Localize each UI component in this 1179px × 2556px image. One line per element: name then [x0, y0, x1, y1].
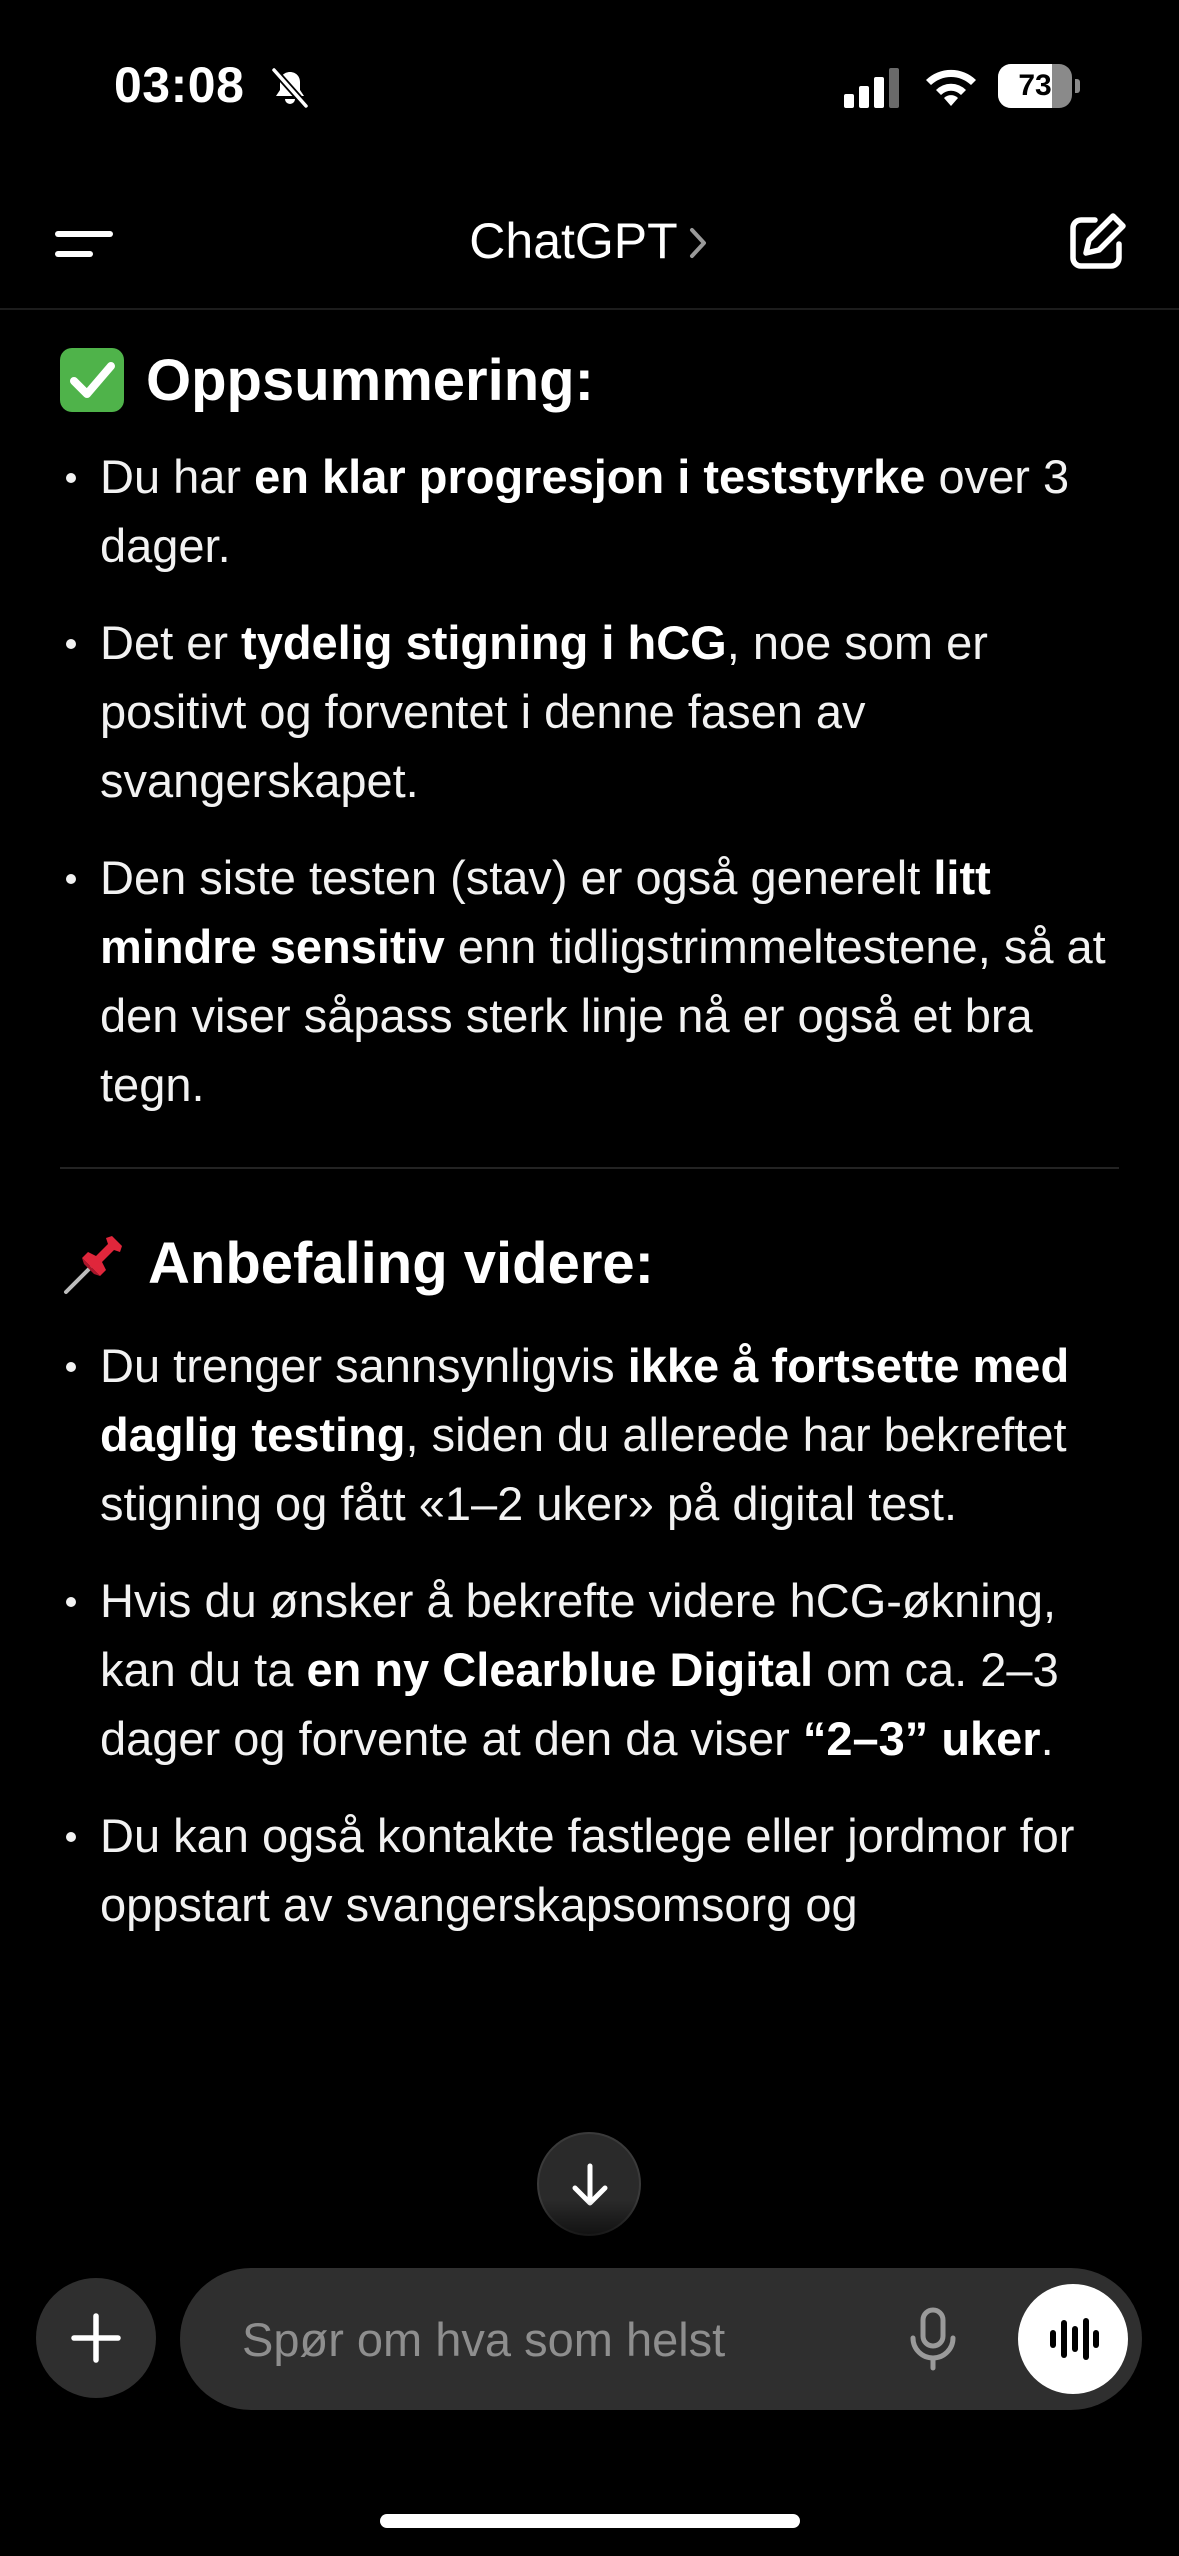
text-run: Den siste testen (stav) er også generelt	[100, 851, 934, 904]
plus-icon	[68, 2310, 124, 2366]
chevron-right-icon	[686, 226, 710, 260]
list-item	[60, 1801, 1119, 1939]
pushpin-emoji-icon	[60, 1228, 130, 1298]
bold-text: tydelig stigning i hCG	[241, 616, 727, 669]
bold-text: ikke å fortsette med daglig testing	[100, 1339, 1070, 1461]
section-heading-text: Oppsummering:	[146, 347, 594, 413]
wifi-icon	[922, 62, 980, 108]
recommendation-list	[60, 1331, 1119, 1939]
text-run: Du trenger sannsynligvis	[100, 1339, 628, 1392]
voice-mode-icon	[1045, 2311, 1101, 2367]
battery-icon	[998, 64, 1078, 108]
battery-level: 73	[1018, 69, 1052, 102]
text-run: .	[1040, 1712, 1054, 1765]
page-title: ChatGPT	[469, 213, 678, 269]
composer	[180, 2268, 1142, 2410]
status-time: 03:08	[114, 57, 245, 113]
text-run: , noe som er positivt og forventet i denne fasen av svangerskapet.	[100, 616, 988, 807]
list-item	[60, 1566, 1119, 1773]
bold-text: en klar progresjon i teststyrke	[254, 450, 926, 503]
summary-list	[60, 442, 1119, 1119]
message-input[interactable]	[242, 2268, 802, 2410]
microphone-icon[interactable]	[896, 2302, 970, 2376]
list-item	[60, 1331, 1119, 1538]
assistant-message	[60, 340, 1119, 1939]
text-run: over 3 dager.	[100, 450, 1070, 572]
list-item	[60, 442, 1119, 580]
section-heading-recommendation	[60, 1223, 1119, 1303]
list-item	[60, 843, 1119, 1119]
bold-text: en ny Clearblue Digital	[306, 1643, 814, 1696]
check-mark-emoji-icon	[60, 348, 124, 412]
new-chat-icon[interactable]	[1065, 210, 1129, 274]
text-run: om ca. 2–3 dager og forvente at den da viser	[100, 1643, 1059, 1765]
text-run: , siden du allerede har bekreftet stigning og fått «1–2 uker» på digital test.	[100, 1408, 1067, 1530]
text-run: Det er	[100, 616, 242, 669]
section-heading-summary	[60, 340, 1119, 420]
model-selector[interactable]	[0, 212, 1179, 270]
voice-mode-button[interactable]	[1018, 2284, 1128, 2394]
text-run: Hvis du ønsker å bekrefte videre hCG-økning, kan du ta	[100, 1574, 1057, 1696]
bold-text: “2–3” uker	[802, 1712, 1041, 1765]
cellular-signal-icon	[844, 68, 902, 108]
text-run: enn tidligstrimmeltestene, så at den viser såpass sterk linje nå er også et bra tegn.	[100, 920, 1106, 1111]
list-item	[60, 608, 1119, 815]
text-run: Du kan også kontakte fastlege eller jordmor for oppstart av svangerskapsomsorg og	[100, 1809, 1075, 1931]
home-indicator	[380, 2514, 800, 2528]
add-attachment-button[interactable]	[36, 2278, 156, 2398]
divider	[60, 1167, 1119, 1169]
nav-bar	[0, 170, 1179, 310]
bell-off-icon	[268, 66, 312, 110]
status-bar	[0, 0, 1179, 170]
composer-area	[0, 2250, 1179, 2556]
section-heading-text: Anbefaling videre:	[148, 1230, 654, 1296]
text-run: Du har	[100, 450, 255, 503]
bold-text: litt mindre sensitiv	[100, 851, 991, 973]
